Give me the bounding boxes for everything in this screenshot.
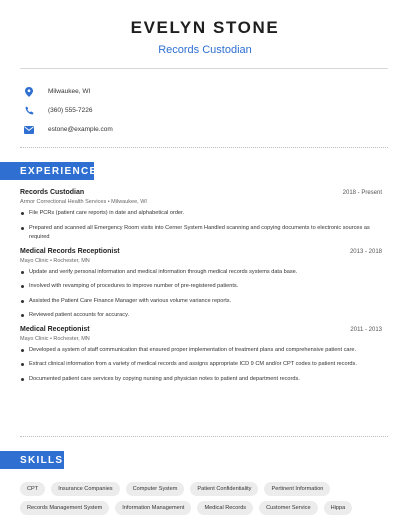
skill-chip: Patient Confidentiality: [190, 482, 258, 496]
job-bullet: Assisted the Patient Care Finance Manager with various volume variance reports.: [20, 297, 382, 307]
job-title: Medical Receptionist: [20, 325, 90, 333]
job-entry: [20, 248, 382, 321]
contact-list: [20, 82, 380, 139]
job-date: 2013 - 2018: [349, 248, 382, 255]
job-entry: [20, 326, 382, 385]
job-entry: [20, 189, 382, 243]
job-bullet: Extract clinical information from a variety of medical records and assigns appropriate ICD 9 CM and/or CPT codes to patient records.: [20, 360, 382, 370]
job-bullet: Reviewed patient accounts for accuracy.: [20, 311, 382, 321]
candidate-name: EVELYN STONE: [130, 18, 280, 37]
job-bullet: Update and verify personal information and medical information through medical records systems data base.: [20, 268, 382, 278]
email-icon: [22, 123, 36, 137]
skill-chip: Information Management: [115, 501, 191, 515]
job-title: Medical Records Receptionist: [20, 247, 120, 255]
contact-email-text: estone@example.com: [48, 126, 113, 133]
job-organization: Mayo Clinic • Rochester, MN: [20, 257, 90, 264]
header-divider: [20, 68, 388, 69]
skill-chip: Hippa: [324, 501, 353, 515]
contact-phone-text: (360) 555-7226: [48, 107, 93, 114]
skill-chip: CPT: [20, 482, 45, 496]
contact-location-text: Milwaukee, WI: [48, 88, 91, 95]
section-heading-skills: SKILLS: [0, 451, 64, 469]
candidate-role: Records Custodian: [158, 44, 252, 56]
contact-divider: [20, 147, 388, 148]
skill-chip: Insurance Companies: [51, 482, 119, 496]
job-bullet: Documented patient care services by copying nursing and physician notes to patient and department records.: [20, 375, 382, 385]
job-organization: Mayo Clinic • Rochester, MN: [20, 335, 90, 342]
job-bullet: Prepared and scanned all Emergency Room visits into Cerner System Handled scanning and copying documents to electronic sources as required: [20, 224, 382, 243]
skill-chip: Pertinent Information: [264, 482, 330, 496]
skills-list: [20, 482, 392, 515]
contact-location: [20, 82, 380, 101]
skill-chip: Medical Records: [197, 501, 253, 515]
skill-chip: Computer System: [126, 482, 185, 496]
job-date: 2011 - 2013: [350, 326, 382, 333]
skills-divider: [20, 436, 388, 437]
skill-chip: Records Management System: [20, 501, 109, 515]
contact-email: [20, 120, 380, 139]
job-title: Records Custodian: [20, 189, 85, 196]
job-date: 2018 - Present: [342, 190, 382, 196]
job-organization: Armor Correctional Health Services • Milwaukee, WI: [20, 199, 147, 205]
job-bullet: File PCRs (patient care reports) in date and alphabetical order.: [20, 209, 382, 219]
contact-phone: [20, 101, 380, 120]
experience-list: [20, 189, 382, 389]
job-bullet: Developed a system of staff communication that ensured proper implementation of treatment plans and comprehensive patient care.: [20, 346, 382, 356]
skill-chip: Customer Service: [259, 501, 317, 515]
resume-header: [0, 18, 410, 57]
location-pin-icon: [22, 85, 36, 99]
section-heading-experience: EXPERIENCE: [0, 162, 94, 180]
job-bullet: Involved with revamping of procedures to improve number of pre-registered patients.: [20, 282, 382, 292]
phone-icon: [22, 104, 36, 118]
